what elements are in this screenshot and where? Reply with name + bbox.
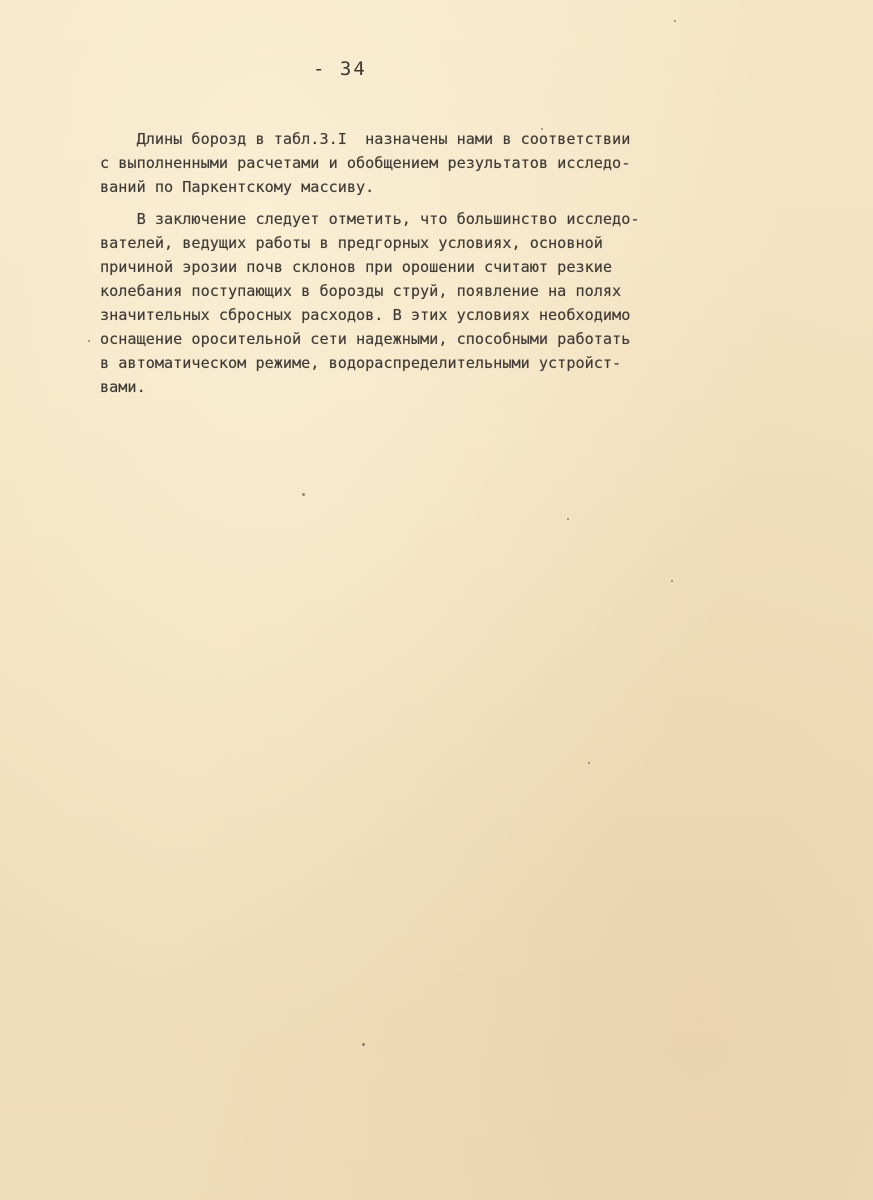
text-line-7: колебания поступающих в борозды струй, появление на полях (100, 282, 622, 300)
text-line-9: оснащение оросительной сети надежными, способными работать (100, 330, 631, 348)
paper-speck (588, 762, 590, 764)
text-line-1: Длины борозд в табл.3.I назначены нами в соответствии (100, 130, 631, 148)
paper-speck (567, 518, 569, 520)
text-line-8: значительных сбросных расходов. В этих условиях необходимо (100, 306, 631, 324)
paper-speck (362, 1043, 365, 1046)
paper-speck (302, 493, 305, 496)
paper-speck (671, 580, 673, 582)
paper-speck (88, 340, 90, 342)
page-number: - 34 (313, 58, 367, 80)
text-line-3: ваний по Паркентскому массиву. (100, 178, 375, 196)
text-line-10: в автоматическом режиме, водораспределительными устройст- (100, 354, 622, 372)
text-line-6: причиной эрозии почв склонов при орошении считают резкие (100, 258, 613, 276)
text-line-11: вами. (100, 378, 146, 396)
text-line-4: В заключение следует отметить, что большинство исследо- (100, 210, 640, 228)
text-line-5: вателей, ведущих работы в предгорных условиях, основной (100, 234, 603, 252)
paper-speck (541, 128, 543, 130)
paper-speck (674, 20, 676, 22)
text-line-2: с выполненными расчетами и обобщением результатов исследо- (100, 154, 631, 172)
